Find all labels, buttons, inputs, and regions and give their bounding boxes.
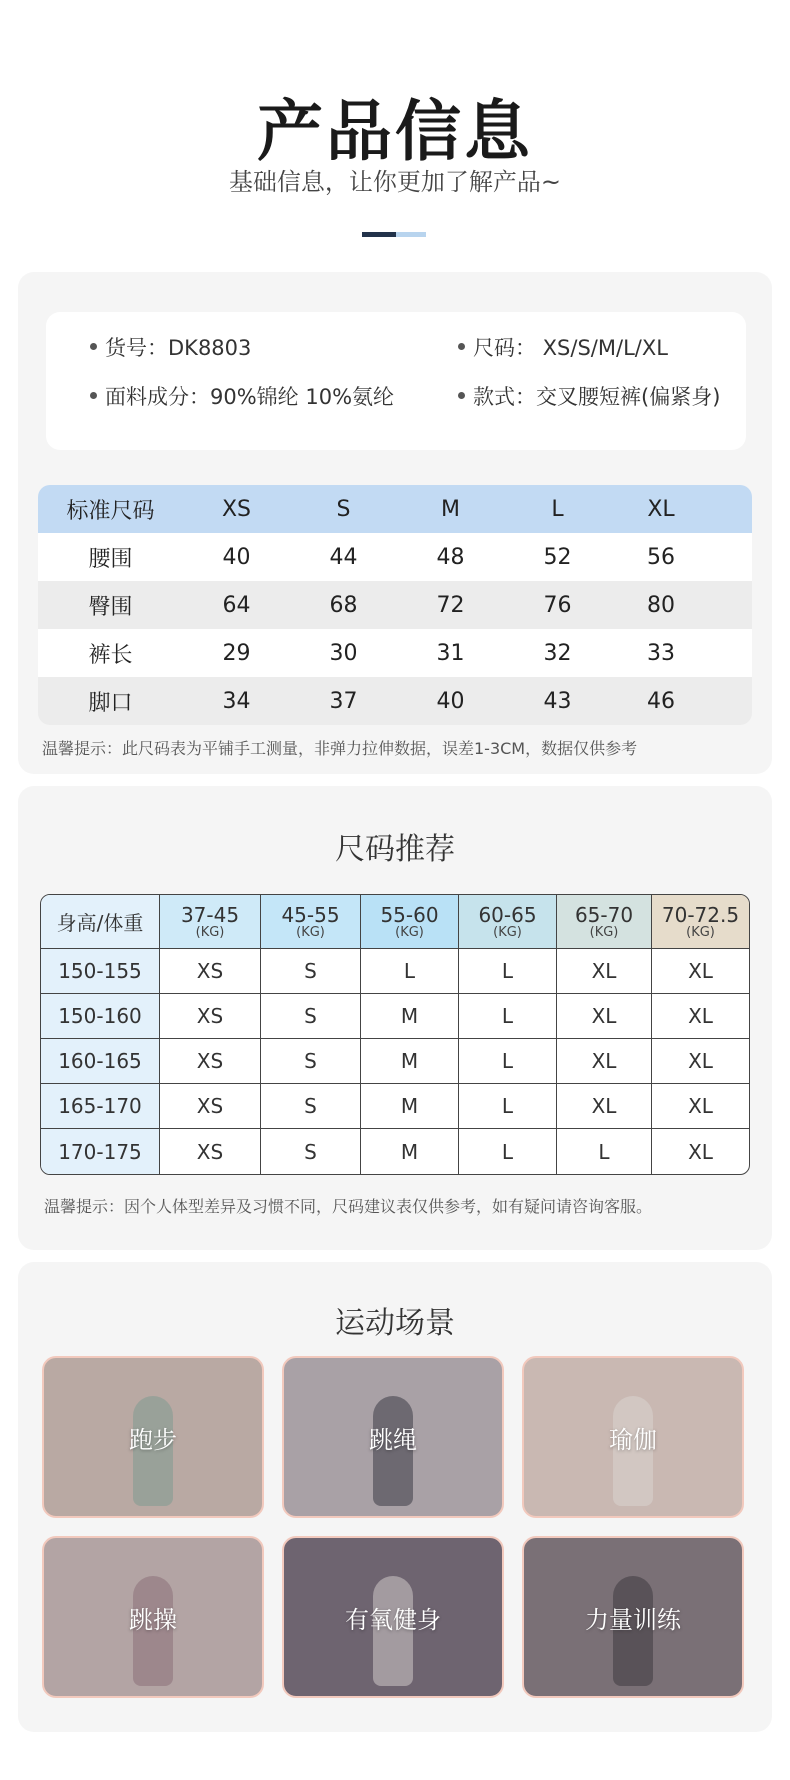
size-chart-cell: 脚口 <box>88 690 133 716</box>
recommend-size-cell: L <box>459 949 557 993</box>
sport-scenes-section <box>18 1262 772 1732</box>
page-header <box>0 0 790 270</box>
recommend-size-cell: XS <box>160 1084 261 1128</box>
scene-card-aerobics <box>42 1536 264 1698</box>
scene-card-jump-rope <box>282 1356 504 1518</box>
size-chart-cell: 43 <box>543 688 572 714</box>
scene-card-strength <box>522 1536 744 1698</box>
weight-range: 55-60 <box>380 902 439 927</box>
recommend-size-cell: XS <box>160 949 261 993</box>
bullet-icon <box>90 392 97 399</box>
info-item-style <box>458 381 720 411</box>
size-chart-cell: 腰围 <box>88 546 133 572</box>
scene-label: 力量训练 <box>585 1605 681 1634</box>
recommend-size-cell: L <box>459 1129 557 1174</box>
size-chart-header-row <box>38 485 752 533</box>
scene-label: 跑步 <box>129 1425 177 1454</box>
size-recommend-title: 尺码推荐 <box>335 832 455 867</box>
weight-unit: (KG) <box>195 924 225 940</box>
scene-card-running <box>42 1356 264 1518</box>
weight-unit: (KG) <box>296 924 325 940</box>
size-chart-header-cell: XL <box>647 496 675 522</box>
size-chart-cell: 臀围 <box>88 594 133 620</box>
weight-range: 45-55 <box>281 902 340 927</box>
recommend-row <box>41 1084 749 1129</box>
size-chart-cell: 34 <box>222 688 251 714</box>
recommend-row <box>41 994 749 1039</box>
recommend-size-cell: XS <box>160 1039 261 1083</box>
recommend-size-cell: XL <box>557 1039 652 1083</box>
recommend-size-cell: XL <box>688 1139 713 1164</box>
weight-range: 70-72.5 <box>661 902 740 927</box>
height-cell: 160-165 <box>41 1039 160 1083</box>
divider-dark-segment <box>362 232 396 237</box>
item-number-text: 货号：DK8803 <box>105 336 252 360</box>
size-chart-cell: 76 <box>543 592 572 618</box>
recommend-size-cell: L <box>459 1039 557 1083</box>
weight-unit: (KG) <box>686 924 715 940</box>
height-cell: 150-160 <box>41 994 160 1038</box>
recommend-size-cell: S <box>261 1039 361 1083</box>
style-text: 款式：交叉腰短裤(偏紧身) <box>473 385 721 409</box>
recommend-size-cell: S <box>261 994 361 1038</box>
size-chart-cell: 48 <box>436 544 465 570</box>
size-chart-note: 温馨提示：此尺码表为平铺手工测量，非弹力拉伸数据，误差1-3CM，数据仅供参考 <box>42 739 638 758</box>
weight-header-cell <box>361 895 459 948</box>
recommend-row <box>41 1039 749 1084</box>
size-chart-header-cell: L <box>551 496 564 522</box>
weight-header-cell <box>459 895 557 948</box>
size-recommend-section <box>18 786 772 1250</box>
weight-range: 37-45 <box>180 902 240 927</box>
product-info-section <box>18 272 772 774</box>
recommend-corner-cell: 身高/体重 <box>41 895 160 948</box>
recommend-size-cell: XS <box>160 1129 261 1174</box>
height-cell: 150-155 <box>41 949 160 993</box>
recommend-row <box>41 1129 749 1174</box>
size-chart-cell: 52 <box>543 544 572 570</box>
weight-unit: (KG) <box>589 924 619 940</box>
page-subtitle: 基础信息，让你更加了解产品~ <box>228 168 562 196</box>
size-chart-header-cell: S <box>336 496 351 522</box>
recommend-size-cell: L <box>361 949 459 993</box>
size-chart-header-cell: M <box>441 496 460 522</box>
size-chart-cell: 46 <box>647 688 675 714</box>
weight-header-cell <box>261 895 361 948</box>
height-cell: 170-175 <box>41 1129 160 1174</box>
size-chart-row <box>38 677 752 725</box>
scene-label: 跳绳 <box>369 1425 417 1454</box>
scene-label: 跳操 <box>129 1605 177 1634</box>
recommend-size-cell: M <box>361 1129 459 1174</box>
size-chart-header-cell: XS <box>221 496 252 522</box>
recommend-size-cell: M <box>361 1084 459 1128</box>
sport-scenes-grid <box>42 1356 748 1696</box>
title-divider <box>362 232 426 237</box>
recommend-size-cell: XL <box>557 1084 652 1128</box>
recommend-size-cell: L <box>557 1129 652 1174</box>
size-chart-cell: 40 <box>222 544 251 570</box>
info-item-number <box>90 332 251 362</box>
info-item-sizes <box>458 332 668 362</box>
weight-header-cell <box>652 895 749 948</box>
size-recommend-note: 温馨提示：因个人体型差异及习惯不同，尺码建议表仅供参考，如有疑问请咨询客服。 <box>44 1197 653 1216</box>
recommend-size-cell: L <box>459 994 557 1038</box>
weight-header-cell <box>557 895 652 948</box>
scene-card-cardio <box>282 1536 504 1698</box>
size-chart-cell: 56 <box>647 544 675 570</box>
recommend-header-row <box>41 895 749 949</box>
recommend-size-cell: S <box>261 1129 361 1174</box>
recommend-size-cell: XL <box>688 959 713 983</box>
recommend-size-cell: XL <box>688 1094 713 1118</box>
size-chart-cell: 31 <box>436 640 465 666</box>
recommend-size-cell: XL <box>688 1004 713 1028</box>
weight-range: 60-65 <box>478 902 537 927</box>
size-chart-cell: 68 <box>329 592 358 618</box>
bullet-icon <box>458 392 465 399</box>
recommend-size-cell: XL <box>557 949 652 993</box>
scene-label: 有氧健身 <box>345 1605 441 1634</box>
weight-header-cell <box>160 895 261 948</box>
recommend-size-cell: S <box>261 949 361 993</box>
size-recommend-table <box>40 894 750 1175</box>
size-chart-row <box>38 533 752 581</box>
sizes-text: 尺码： XS/S/M/L/XL <box>473 336 668 360</box>
size-chart-cell: 裤长 <box>88 642 133 668</box>
size-chart-cell: 37 <box>329 688 358 714</box>
size-chart-header-cell: 标准尺码 <box>66 498 155 524</box>
bullet-icon <box>90 343 97 350</box>
recommend-row <box>41 949 749 994</box>
recommend-size-cell: XL <box>688 1049 713 1073</box>
size-chart-cell: 40 <box>436 688 465 714</box>
recommend-size-cell: XL <box>557 994 652 1038</box>
recommend-size-cell: S <box>261 1084 361 1128</box>
height-cell: 165-170 <box>41 1084 160 1128</box>
size-chart-cell: 80 <box>647 592 675 618</box>
size-chart-cell: 33 <box>647 640 675 666</box>
recommend-size-cell: M <box>361 994 459 1038</box>
size-chart-cell: 30 <box>329 640 358 666</box>
product-info-card <box>46 312 746 450</box>
scene-label: 瑜伽 <box>609 1425 657 1454</box>
recommend-size-cell: L <box>459 1084 557 1128</box>
bullet-icon <box>458 343 465 350</box>
size-chart-row <box>38 581 752 629</box>
size-chart-cell: 29 <box>222 640 251 666</box>
info-item-fabric <box>90 381 394 411</box>
weight-unit: (KG) <box>395 924 424 940</box>
fabric-text: 面料成分：90%锦纶 10%氨纶 <box>105 385 395 409</box>
recommend-size-cell: M <box>361 1039 459 1083</box>
size-chart-cell: 44 <box>329 544 358 570</box>
size-chart-cell: 72 <box>436 592 465 618</box>
size-chart-cell: 32 <box>543 640 572 666</box>
scene-card-yoga <box>522 1356 744 1518</box>
divider-light-segment <box>396 232 426 237</box>
size-chart-row <box>38 629 752 677</box>
size-chart-table <box>38 485 752 725</box>
sport-scenes-title: 运动场景 <box>335 1306 455 1341</box>
recommend-size-cell: XS <box>160 994 261 1038</box>
weight-unit: (KG) <box>493 924 522 940</box>
weight-range: 65-70 <box>574 902 634 927</box>
size-chart-cell: 64 <box>222 592 251 618</box>
page-title: 产品信息 <box>257 93 533 170</box>
